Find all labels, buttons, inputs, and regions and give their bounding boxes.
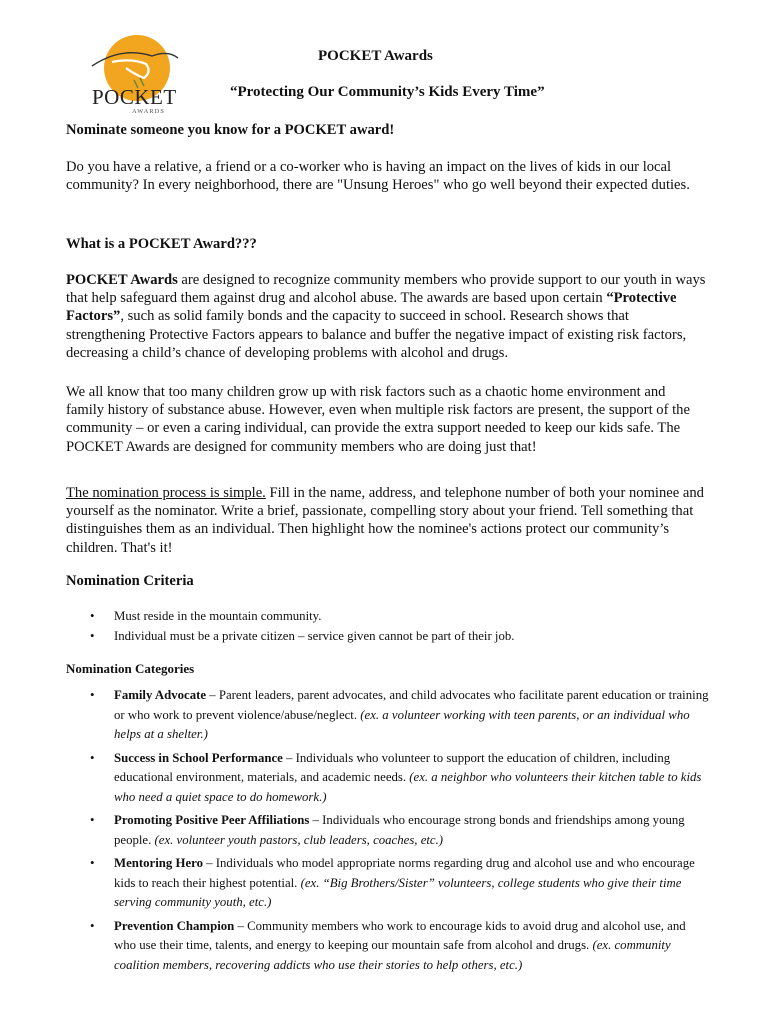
category-name: Promoting Positive Peer Affiliations — [114, 813, 310, 827]
logo-subtitle: AWARDS — [132, 108, 165, 115]
criteria-item: • Must reside in the mountain community. — [90, 607, 710, 627]
category-example: (ex. “Big Brothers/Sister” volunteers, college students who give their time serving community youth, etc.) — [114, 875, 682, 909]
category-item — [90, 749, 710, 808]
pocket-logo — [82, 28, 192, 114]
category-item — [90, 917, 710, 976]
what-text-a: are designed to recognize community members who provide support to our youth in ways that help safeguard them against drug and alcohol abuse. The awards are based upon certain — [66, 272, 706, 307]
criteria-item: • Individual must be a private citizen – service given cannot be part of their job. — [90, 627, 710, 647]
criteria-list — [90, 607, 710, 646]
what-text-b: , such as solid family bonds and the capacity to succeed in school. Research shows that strengthening Protective Factors appears to balance and buffer the negative impact of existing risk factors, decreasing a child’s chance of developing problems with alcohol and drugs. — [66, 308, 687, 361]
category-name: Prevention Champion — [114, 918, 235, 933]
what-lead: POCKET Awards — [66, 272, 178, 288]
category-name: Success in School Performance — [114, 750, 283, 765]
what-paragraph-2: We all know that too many children grow up with risk factors such as a chaotic home environment and family history of substance abuse. However, even when multiple risk factors are present, the support of the community – or even a caring individual, can provide the extra support needed to keep our kids safe. The POCKET Awards are designed for community members who are doing just that! — [66, 384, 690, 455]
process-lead: The nomination process is simple. — [66, 485, 266, 501]
category-item — [90, 854, 710, 913]
category-desc: – Community members who work to encourage kids to avoid drug and alcohol use, and who use their time, talents, and energy to keeping our mountain safe from alcohol and drugs. — [114, 918, 686, 952]
category-example: (ex. a volunteer working with teen parents, or an individual who helps at a shelter.) — [114, 707, 690, 741]
category-item — [90, 811, 710, 850]
category-example: (ex. volunteer youth pastors, club leaders, coaches, etc.) — [154, 832, 444, 847]
logo-wordmark: POCKET — [92, 85, 177, 109]
what-heading: What is a POCKET Award??? — [66, 236, 257, 252]
categories-list — [90, 686, 710, 979]
category-name: Mentoring Hero — [114, 856, 203, 870]
category-example: (ex. community coalition members, recovering addicts who use their stories to help others, etc.) — [114, 938, 671, 972]
intro-paragraph: Do you have a relative, a friend or a co-worker who is having an impact on the lives of kids in our local community? In every neighborhood, there are "Unsung Heroes" who go well beyond their expected duties. — [66, 159, 690, 194]
category-name: Family Advocate — [114, 688, 207, 702]
category-example: (ex. a neighbor who volunteers their kitchen table to kids who need a quiet space to do homework.) — [114, 770, 702, 804]
criteria-heading: Nomination Criteria — [66, 573, 194, 589]
categories-heading: Nomination Categories — [66, 661, 195, 676]
process-body: Fill in the name, address, and telephone number of both your nominee and yourself as the nominator. Write a brief, passionate, compelling story about your friend. Tell something that distinguishes them as an individual. Then highlight how the nominee's actions protect our community’s children. That's it! — [66, 485, 704, 556]
category-desc: – Individuals who encourage strong bonds and friendships among young people. — [114, 813, 685, 847]
what-paragraph-1 — [66, 271, 706, 362]
process-paragraph — [66, 484, 706, 557]
category-desc: – Parent leaders, parent advocates, and child advocates who facilitate parent education or training or who work to prevent violence/abuse/neglect. — [114, 688, 709, 722]
category-item — [90, 686, 710, 745]
page-tagline: “Protecting Our Community’s Kids Every Time” — [230, 84, 545, 100]
page-title: POCKET Awards — [318, 48, 433, 64]
intro-heading: Nominate someone you know for a POCKET award! — [66, 122, 395, 138]
protective-factors-term: “Protective Factors” — [66, 290, 677, 325]
category-desc: – Individuals who volunteer to support the education of children, including educational environment, materials, and academic needs. — [114, 750, 671, 784]
category-desc: – Individuals who model appropriate norms regarding drug and alcohol use and who encourage kids to reach their highest potential. — [114, 856, 695, 890]
